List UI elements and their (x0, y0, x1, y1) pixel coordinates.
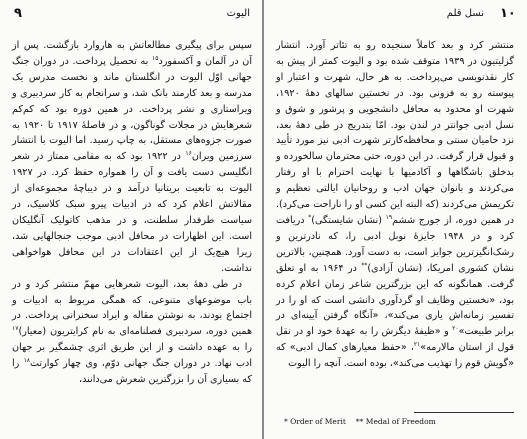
left-running-head: اليوت (226, 8, 250, 19)
right-text-run: و «ظیفهٔ دیگرش را به عهدهٔ خود او در نقل قول از استان مالارمه» (276, 326, 514, 354)
footnote-ref[interactable]: ۲۱ (413, 341, 421, 349)
footnote-ref[interactable]: ۱۹ (385, 213, 393, 221)
right-text-run: در ۱۹۶۴ به او تعلق گرفت. همانگونه که این بزرگترین شاعر زمان اعلام کرده بود، «نخستین وظایف او گردآوری دانشی است که او را در تفسیر زمانه‌اش یاری می‌کند»، «آنگاه گرفتن آیینه‌ای در برابر طبیعت» (276, 262, 514, 338)
footnote-medal-of-freedom: ** Medal of Freedom (355, 417, 436, 426)
left-paragraph-1 (12, 38, 252, 277)
footnote-rule (414, 412, 514, 413)
left-page (0, 0, 262, 439)
footnote-ref[interactable]: * (308, 213, 312, 221)
left-paragraph-2 (12, 277, 252, 388)
right-paragraph-1 (276, 38, 514, 372)
right-page-body (276, 38, 514, 372)
left-text-run: در طی دههٔ بعد، الیوت شعرهایی مهمّ منتشر کرد و در باب موضوعهای متنوعی، که همگی مربوط به ادبیات و اجتماع بودند، به نوشتن مقاله و ایراد سخنرانی پرداخت. در همین دوره، سردبیری فصلنامه‌ای به نام کرایتریون (معیار) (12, 278, 252, 338)
right-footnotes (284, 417, 436, 426)
left-text-run: را به عهده داشت و از این طریق اثری چشمگیر بر جهان ادب نهاد. در دوران جنگ جهانی دوّم، وی چهار کوارتت (12, 342, 252, 370)
left-text-run: را که بسیاری آن را بزرگترین شعرش می‌دانند، (12, 358, 252, 386)
footnote-ref[interactable]: ۱۸ (23, 356, 31, 364)
left-page-number: ۹ (14, 6, 22, 21)
footnote-ref[interactable]: ** (361, 261, 368, 269)
left-text-run: در ۱۹۲۲ بود که به مقامی ممتاز در شعر انگلیسی دست یافت و آن را همواره حفظ کرد. در ۱۹۲۷ الیوت به تابعیت بریتانیا درآمد و در دیباچهٔ مجموعه‌ای از مقالاتش اعلام کرد که در ادبیات پیرو سبک کلاسیک، در سیاست طرفدار سلطنت، و در مذهب کاتولیک آنگلیکان است. این اظهارات در محافل ادبی موجب جنجالهایی شد، زیرا هیچ‌یک از این اعتقادات در این محافل هواخواهی نداشت. (12, 151, 252, 274)
footnote-order-of-merit: * Order of Merit (284, 417, 346, 426)
right-text-run: منتشر کرد و بعد کاملاً سنجیده رو به تئاتر آورد. انتشار گزلیتیون در ۱۹۳۹ متوقف شده بود و الیوت کمتر از پیش به کار نقدنویسی می‌پرداخت. به هر حال، شهرت و اعتبار او پیوسته رو به فزونی بود. در نخستین سالهای دههٔ ۱۹۲۰، شهرت او محدود به محافل دانشجویی و پرشور و شوق و نسل ادبی جوانتر در لندن بود. امّا بتدریج در طی دههٔ بعد، نزد حامیان سنتی و محافظه‌کارتر شهرت ادبی نیز مورد تأیید و قبول قرار گرفت. در این دوره، حتی محترمان سالخورده و بدخلق باشگاهها و آکادمیها با نهایت احترام با او رفتار می‌کردند و بانوان جهان ادب و روحانیان ایالتی تعظیم و تکریمش می‌کردند (که البته این کسی او را ناراحت می‌کرد). در همین دوره، از جورج ششم (276, 40, 514, 226)
footnote-ref[interactable]: ۱۶ (185, 150, 192, 158)
right-page (264, 0, 527, 439)
footnote-ref[interactable]: ۱۵ (152, 54, 159, 62)
left-text-run: به تحصیل پرداخت. در دوران جنگ جهانی اوّل الیوت در انگلستان ماند و نخست مدرس یک مدرسه و بعد کارمند بانک شد، و سرانجام به کار سردبیری و ویراستاری و نشر پرداخت. در همین دوره بود که کم‌کم شعرهایش در مجلات گوناگون، و در فاصلهٔ ۱۹۱۷ تا ۱۹۲۰ به صورت جزوه‌های مستقل، به چاپ رسید. اما الیوت با انتشار سرزمین ویران (12, 55, 252, 163)
right-text-run: (نشان شایستگی) (311, 214, 386, 226)
right-text-run: ، «حفظ معیارهای کمال ادبی» که «گویش قوم را تهذیب می‌کند»، بوده است. آنچه را الیوت (276, 342, 514, 370)
left-text-run: سپس برای پیگیری مطالعاتش به هاروارد بازگشت. پس از آن در آلمان و آکسفورد (12, 40, 253, 67)
left-page-body (12, 38, 252, 388)
footnote-ref[interactable]: ۱۷ (12, 325, 19, 333)
footnote-ref[interactable]: ۲۰ (452, 325, 459, 333)
right-text-run: دریافت کرد و در ۱۹۴۸ جایزهٔ نوبل ادبی را، که نادرترین و رشک‌انگیزترین جوایز است، به دست آورد. همچنین، بالاترین نشان کشوری امریکا، (نشان آزادی) (276, 214, 514, 274)
right-running-head: نسل قلم (446, 8, 484, 19)
right-page-number: ۱۰ (500, 6, 516, 21)
